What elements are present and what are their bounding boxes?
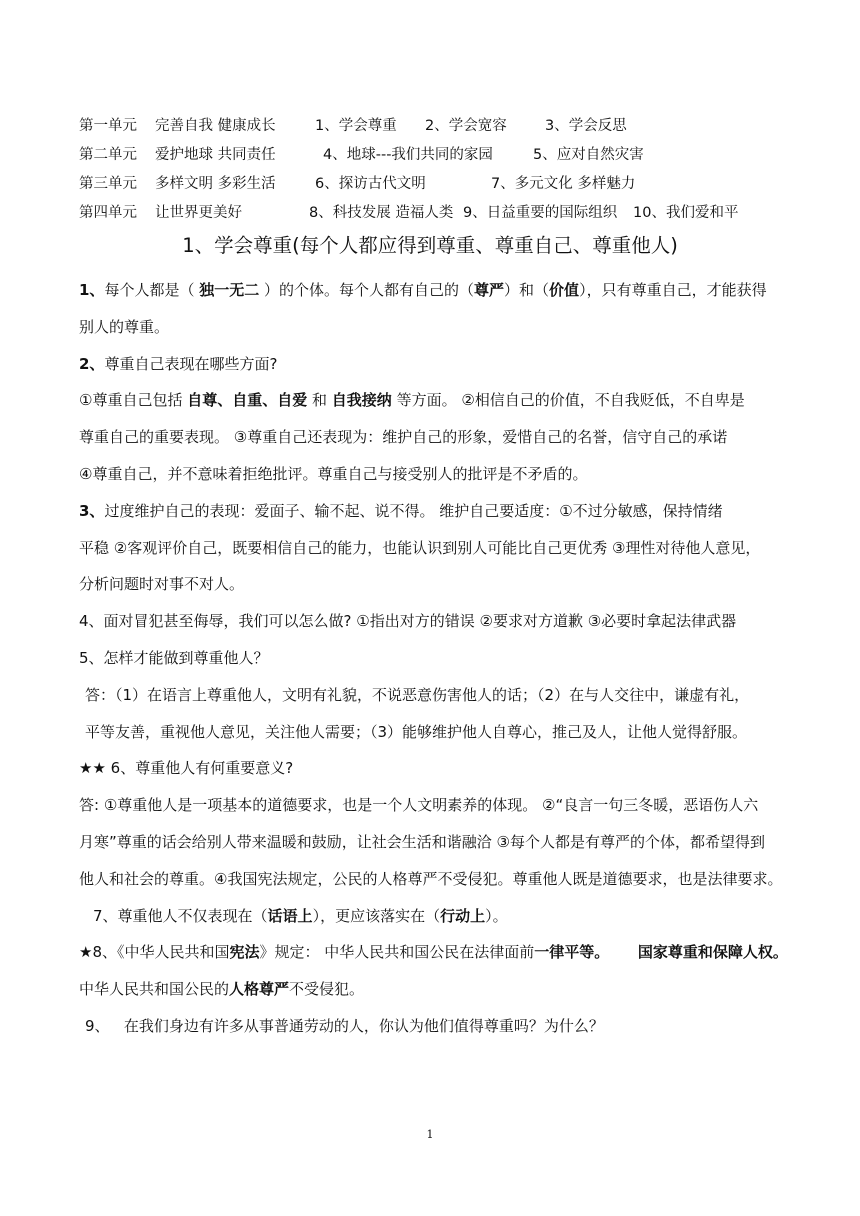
text: ①尊重自己包括 xyxy=(79,391,188,410)
paragraph-line xyxy=(79,272,791,309)
keyword: 国家尊重和保障人权。 xyxy=(637,943,788,962)
toc-unit: 第三单元 xyxy=(79,176,137,192)
paragraph-line: ④尊重自己，并不意味着拒绝批评。尊重自己与接受别人的批评是不矛盾的。 xyxy=(79,464,588,483)
document-body xyxy=(79,272,791,1045)
text: ）和（ xyxy=(504,281,550,299)
toc-theme: 多样文明 多彩生活 xyxy=(155,176,276,192)
text: ）的个体。每个人都有自己的（ xyxy=(259,281,475,299)
paragraph-line: 4、面对冒犯甚至侮辱，我们可以怎么做? ①指出对方的错误 ②要求对方道歉 ③必要时拿起法律武器 xyxy=(79,612,737,631)
answer-line: 平等友善，重视他人意见，关注他人需要；（3）能够维护他人自尊心，推己及人，让他人觉得舒服。 xyxy=(85,722,748,741)
toc-lesson: 5、应对自然灾害 xyxy=(533,147,644,163)
paragraph-line: 别人的尊重。 xyxy=(79,317,170,336)
paragraph-line: 尊重自己的重要表现。 ③尊重自己还表现为：维护自己的形象，爱惜自己的名誉，信守自己的承诺 xyxy=(79,428,728,447)
keyword: 人格尊严 xyxy=(229,980,290,999)
item-number: 1、 xyxy=(79,281,105,299)
text xyxy=(609,934,638,971)
paragraph-line xyxy=(79,493,791,530)
question-line: 9、 在我们身边有许多从事普通劳动的人，你认为他们值得尊重吗？为什么？ xyxy=(85,1016,604,1035)
paragraph-line: 分析问题时对事不对人。 xyxy=(79,575,245,594)
text: 》规定： 中华人民共和国公民在法律面前 xyxy=(259,943,535,962)
toc-lesson: 3、学会反思 xyxy=(545,118,627,134)
text: 每个人都是（ xyxy=(104,281,200,299)
toc-theme: 完善自我 健康成长 xyxy=(155,118,276,134)
text: 7、尊重他人不仅表现在（ xyxy=(93,906,268,925)
question-line: 5、怎样才能做到尊重他人？ xyxy=(79,648,269,667)
toc-unit: 第二单元 xyxy=(79,147,137,163)
toc-lesson: 2、学会宽容 xyxy=(425,118,507,134)
toc-lesson: 9、日益重要的国际组织 xyxy=(463,205,618,221)
item-number: 3、 xyxy=(79,501,105,520)
answer-line: 他人和社会的尊重。④我国宪法规定，公民的人格尊严不受侵犯。尊重他人既是道德要求，也是法律要求。 xyxy=(79,869,783,888)
paragraph-line xyxy=(79,934,791,971)
paragraph-line xyxy=(79,971,791,1008)
text: ），只有尊重自己，才能获得 xyxy=(579,281,767,299)
toc-theme: 让世界更美好 xyxy=(155,205,242,221)
toc-unit: 第四单元 xyxy=(79,205,137,221)
toc-theme: 爱护地球 共同责任 xyxy=(155,147,276,163)
keyword: 宪法 xyxy=(229,943,260,962)
toc-lesson: 4、地球---我们共同的家园 xyxy=(323,147,493,163)
keyword: 价值 xyxy=(549,281,580,299)
keyword: 自尊、自重、自爱 xyxy=(187,391,308,410)
keyword: 行动上 xyxy=(440,906,486,925)
answer-line: 月寒”尊重的话会给别人带来温暖和鼓励，让社会生活和谐融洽 ③每个人都是有尊严的个体，都希望得到 xyxy=(79,832,765,851)
toc-row xyxy=(79,110,799,139)
paragraph-line xyxy=(79,898,791,935)
text: 中华人民共和国公民的 xyxy=(79,980,230,999)
toc-lesson: 10、我们爱和平 xyxy=(633,205,739,221)
paragraph-line: 平稳 ②客观评价自己，既要相信自己的能力，也能认识到别人可能比自己更优秀 ③理性对待他人意见， xyxy=(79,538,761,557)
table-of-contents xyxy=(79,110,799,226)
answer-line: 答：（1）在语言上尊重他人，文明有礼貌，不说恶意伤害他人的话；（2）在与人交往中，谦虚有礼， xyxy=(85,685,750,704)
text: 尊重自己表现在哪些方面? xyxy=(104,354,278,373)
toc-lesson: 1、学会尊重 xyxy=(315,118,397,134)
toc-unit: 第一单元 xyxy=(79,118,137,134)
text: ），更应该落实在（ xyxy=(312,906,441,925)
keyword: 一律平等。 xyxy=(534,943,610,962)
text: ）。 xyxy=(485,906,508,925)
text: ★8、《中华人民共和国 xyxy=(79,943,230,962)
page-title: 1、学会尊重(每个人都应得到尊重、尊重自己、尊重他人) xyxy=(182,234,678,257)
text: 不受侵犯。 xyxy=(289,980,365,999)
toc-row xyxy=(79,197,799,226)
toc-row xyxy=(79,139,799,168)
item-number: 2、 xyxy=(79,354,105,373)
toc-row xyxy=(79,168,799,197)
toc-lesson: 8、科技发展 造福人类 xyxy=(309,205,454,221)
paragraph-line xyxy=(79,382,791,419)
keyword: 独一无二 xyxy=(199,281,260,299)
keyword: 自我接纳 xyxy=(331,391,392,410)
toc-lesson: 7、多元文化 多样魅力 xyxy=(491,176,636,192)
keyword: 尊严 xyxy=(474,281,505,299)
answer-line: 答: ①尊重他人是一项基本的道德要求，也是一个人文明素养的体现。 ②“良言一句三冬暖，恶语伤人六 xyxy=(79,796,759,815)
keyword: 话语上 xyxy=(267,906,313,925)
question-line: ★★ 6、尊重他人有何重要意义? xyxy=(79,759,294,778)
text: 过度维护自己的表现：爱面子、输不起、说不得。 维护自己要适度：①不过分敏感，保持情绪 xyxy=(104,501,723,520)
page-number: 1 xyxy=(426,1128,434,1141)
text: 等方面。 ②相信自己的价值，不自我贬低，不自卑是 xyxy=(391,391,745,410)
text: 和 xyxy=(307,391,332,410)
question-line xyxy=(79,346,791,383)
toc-lesson: 6、探访古代文明 xyxy=(315,176,426,192)
